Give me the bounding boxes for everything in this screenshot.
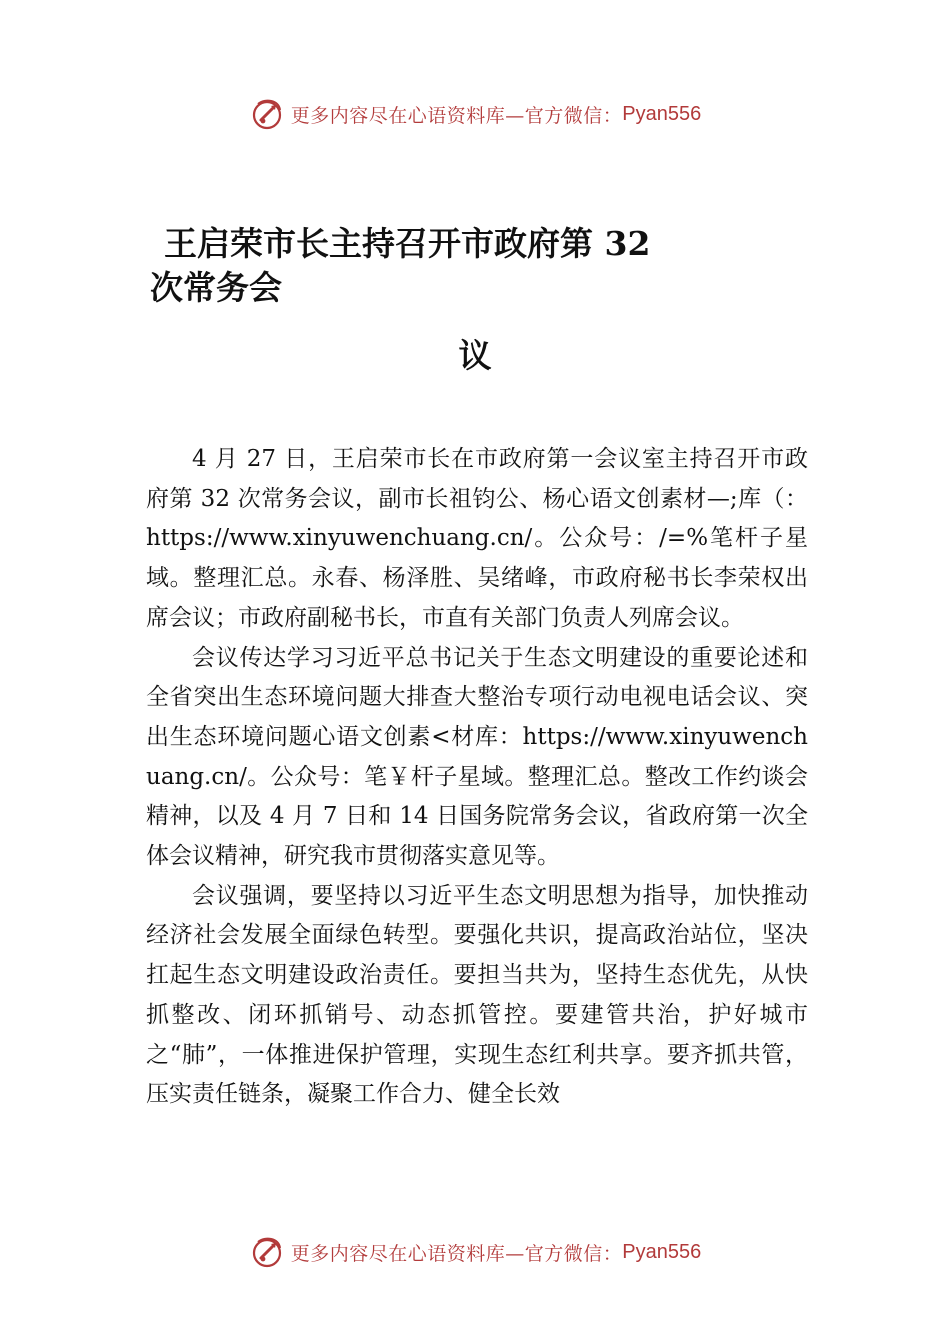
document-title [150,222,710,310]
banner-wechat-id: Pyan556 [622,102,702,125]
banner-text: 更多内容尽在心语资料库—官方微信： [290,1242,623,1265]
brand-logo-icon [249,1234,285,1270]
brand-logo-icon [249,96,285,132]
title-line-2: 次常务会 [150,268,282,307]
paragraph-3: 会议强调，要坚持以习近平生态文明思想为指导，加快推动经济社会发展全面绿色转型。要强化共识，提高政治站位，坚决扛起生态文明建设政治责任。要担当共为，坚持生态优先，从快抓整改、闭环抓销号、动态抓管控。要建管共治，护好城市之“肺”，一体推进保护管理，实现生态红利共享。要齐抓共管，压实责任链条，凝聚工作合力、健全长效 [146,882,808,1108]
paragraph-1: 4 月 27 日，王启荣市长在市政府第一会议室主持召开市政府第 32 次常务会议，副市长祖钧公、杨心语文创素材—;库（：https://www.xinyuwenchuang.cn/。公众号：/=%笔杆子星域。整理汇总。永春、杨泽胜、吴绪峰，市政府秘书长李荣权出席会议；市政府副秘书长，市直有关部门负责人列席会议。 [146,446,808,631]
title-line-3: 议 [458,336,492,375]
footer-banner [0,1232,950,1272]
banner-wechat-id: Pyan556 [622,1240,702,1263]
paragraph-2: 会议传达学习习近平总书记关于生态文明建设的重要论述和全省突出生态环境问题大排查大整治专项行动电视电话会议、突出生态环境问题心语文创素<材库：https://www.xinyuwenchuang.cn/。公众号：笔￥杆子星域。整理汇总。整改工作约谈会精神，以及 4 月 7 日和 14 日国务院常务会议，省政府第一次全体会议精神，研究我市贯彻落实意见等。 [146,644,808,870]
header-banner [0,94,950,134]
document-body [146,440,808,1115]
title-line-1: 王启荣市长主持召开市政府第 32 [164,224,651,263]
banner-text: 更多内容尽在心语资料库—官方微信： [290,104,623,127]
